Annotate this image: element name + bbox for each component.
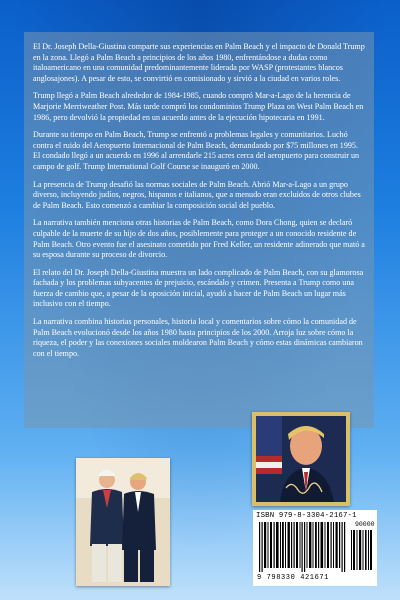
synopsis-text-panel [24, 32, 374, 428]
isbn-label: ISBN 979-8-3304-2167-1 [256, 512, 357, 520]
synopsis-paragraph: El Dr. Joseph Della-Giustina comparte sus experiencias en Palm Beach y el impacto de Donald Trump en la zona. Llegó a Palm Beach a principios de los años 1980, enfrentándose a dudas como italoamericano en una comunidad predominantemente liderada por WASP (protestantes blancos anglosajones). A pesar de esto, se convirtió en comisionado y sirvió a la ciudad en varios roles. [33, 42, 365, 83]
price-addon: 90000 [355, 521, 375, 528]
isbn-barcode [253, 510, 377, 586]
signed-portrait-photo [252, 412, 350, 506]
portrait-with-flag-illustration [252, 412, 350, 506]
barcode-number: 9 798330 421671 [257, 574, 330, 582]
synopsis-paragraph: Trump llegó a Palm Beach alrededor de 1984-1985, cuando compró Mar-a-Lago de la herencia de Marjorie Merriweather Post. Más tarde compró los condominios Trump Plaza on West Palm Beach en 1986, pero devolvió la propiedad en un acuerdo antes de la ejecución hipotecaria en 1991. [33, 91, 364, 122]
synopsis-paragraph: La narrativa también menciona otras historias de Palm Beach, como Dora Chong, quien se declaró culpable de la muerte de su hijo de dos años, posiblemente para proteger a un conocido residente de Palm Beach. Otro evento fue el asesinato cometido por Fred Keller, un residente adinerado que mató a su esposa durante su proceso de divorcio. [33, 218, 365, 260]
author-photo [76, 458, 170, 586]
two-men-photo-illustration [76, 458, 170, 586]
synopsis-paragraph: La narrativa combina historias personales, historia local y comentarios sobre cómo la comunidad de Palm Beach evolucionó desde los años 1980 hasta principios de los 2000. Arroja luz sobre cómo la riqueza, el poder y las conexiones sociales moldearon Palm Beach y cómo estas dinámicas cambiaron con el tiempo. [33, 317, 363, 358]
synopsis-paragraph: La presencia de Trump desafió las normas sociales de Palm Beach. Abrió Mar-a-Lago a un grupo diverso, incluyendo judíos, negros, hispanos e italianos, que a menudo eran excluidos de otros clubes de Palm Beach. Esto comenzó a cambiar la composición social del pueblo. [33, 179, 361, 210]
synopsis-paragraph: Durante su tiempo en Palm Beach, Trump se enfrentó a problemas legales y comunitarios. Luchó contra el ruido del Aeropuerto Internacional de Palm Beach, demandando por $75 millones en 1995. El condado llegó a un acuerdo en 1996 al arrendarle 215 acres cerca del aeropuerto para construir un campo de golf. Trump International Golf Course se inauguró en 2000. [33, 130, 360, 171]
synopsis-paragraph: El relato del Dr. Joseph Della-Giustina muestra un lado complicado de Palm Beach, con su glamorosa fachada y los problemas subyacentes de prejuicio, escándalo y crimen. Presenta a Trump como una fuerza de cambio que, a pesar de la oposición inicial, ayudó a hacer de Palm Beach un lugar más inclusivo con el tiempo. [33, 267, 364, 309]
